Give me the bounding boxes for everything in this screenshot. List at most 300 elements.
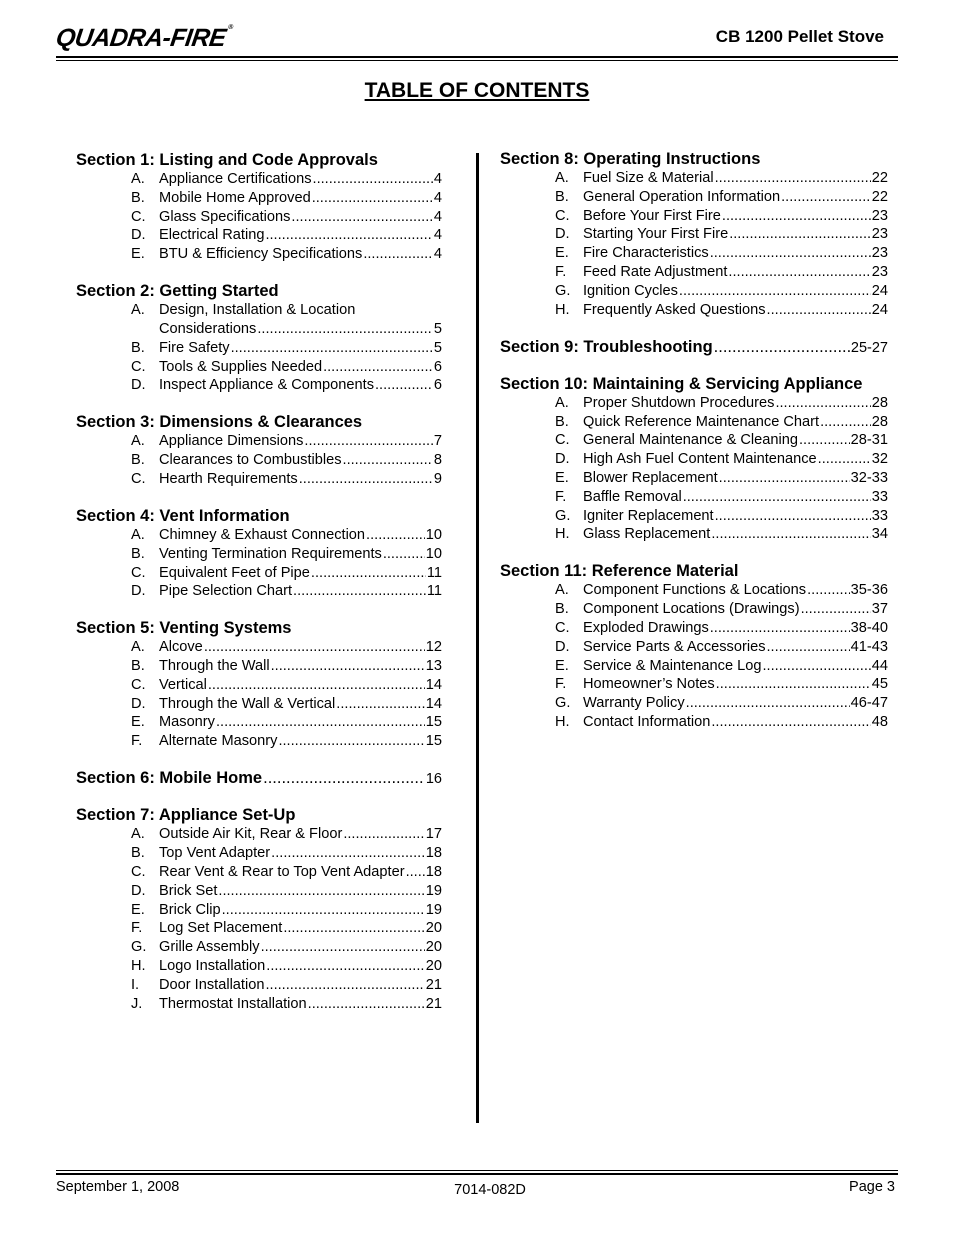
dot-leader [204,638,425,657]
toc-entry[interactable] [555,488,888,507]
entry-page-number: 11 [426,583,442,600]
entry-page-number: 23 [871,263,888,280]
entry-title: Glass Replacement [583,526,711,543]
section-title: Section 3: Dimensions & Clearances [76,413,363,432]
entry-letter: D. [131,583,146,600]
entry-page-number: 28 [871,394,888,411]
entry-letter: F. [131,920,143,937]
dot-leader [208,676,425,695]
entry-title: Appliance Dimensions [159,433,304,450]
dot-leader [343,451,433,470]
entry-page-number: 9 [433,470,442,487]
section-title: Section 4: Vent Information [76,506,290,525]
entry-page-number: 46-47 [850,695,888,712]
toc-entry[interactable] [555,657,888,676]
entry-letter: A. [555,582,569,599]
entry-letter: B. [131,845,145,862]
dot-leader [343,825,424,844]
dot-leader [336,695,424,714]
dot-leader [299,470,433,489]
entry-title: BTU & Efficiency Specifications [159,246,363,263]
toc-entry[interactable] [555,244,888,263]
entry-title: Warranty Policy [583,695,685,712]
dot-leader [807,581,850,600]
entry-letter: A. [131,171,145,187]
toc-section [500,150,888,319]
entry-title: Fuel Size & Material [583,170,714,186]
entry-title: General Operation Information [583,188,781,205]
entry-page-number: 14 [425,676,442,693]
entry-title: Inspect Appliance & Components [159,377,374,394]
entry-page-number: 21 [425,995,442,1012]
entry-letter: B. [555,601,569,618]
entry-letter: C. [131,564,146,581]
toc-entry[interactable] [131,713,442,732]
entry-title: Door Installation [159,976,265,993]
entry-letter: D. [555,451,570,468]
entry-title: Glass Specifications [159,208,291,225]
entry-title: Pipe Selection Chart [159,583,293,600]
entry-title: Considerations [159,320,257,337]
dot-leader [263,769,425,788]
toc-entry[interactable] [131,245,442,264]
entry-letter: H. [555,301,570,318]
entry-title: Clearances to Combustibles [159,452,342,469]
entry-letter: B. [131,658,145,675]
entry-page-number: 38-40 [850,619,888,636]
entry-title: Alcove [159,639,203,656]
page-title: TABLE OF CONTENTS [364,79,590,102]
toc-entry[interactable] [131,189,442,208]
entry-title: Grille Assembly [159,939,260,956]
entry-letter: C. [555,619,570,636]
toc-entry[interactable] [131,226,442,245]
toc-entry[interactable] [131,301,442,320]
document-number: 7014-082D [454,1182,526,1198]
dot-leader [711,713,870,732]
toc-section [500,375,888,544]
entry-letter: C. [555,207,570,224]
toc-entry[interactable] [555,619,888,638]
section-title: Section 10: Maintaining & Servicing Appliance [500,374,863,393]
dot-leader [820,413,871,432]
dot-leader [710,244,871,263]
dot-leader [363,245,433,264]
entry-title: Hearth Requirements [159,470,298,487]
dot-leader [781,188,871,207]
entry-letter: E. [131,714,145,731]
dot-leader [216,713,425,732]
entry-page-number: 24 [871,301,888,318]
entry-letter: B. [131,545,145,562]
entry-title: Alternate Masonry [159,733,278,750]
toc-entry[interactable] [131,208,442,227]
dot-leader [271,844,425,863]
entry-letter: F. [555,263,567,280]
toc-entry[interactable] [131,358,442,377]
header-rule [56,56,898,58]
dot-leader [729,225,871,244]
entry-letter: G. [131,939,147,956]
toc-entry[interactable] [555,713,888,732]
entry-page-number: 18 [425,845,442,862]
section-heading[interactable] [76,619,442,638]
section-heading[interactable] [500,562,888,581]
footer-rule-thin [56,1170,898,1171]
dot-leader [767,638,850,657]
toc-left-column [76,151,442,1032]
entry-page-number: 12 [425,639,442,656]
toc-entry[interactable] [131,695,442,714]
entry-title: Ignition Cycles [583,282,678,299]
entry-page-number: 13 [425,658,442,675]
section-heading[interactable] [500,150,888,169]
entry-page-number: 32 [871,451,888,468]
entry-letter: G. [555,695,571,712]
entry-title: Brick Set [159,882,218,899]
toc-entry[interactable] [555,225,888,244]
entry-letter: H. [131,958,146,975]
entry-title: Outside Air Kit, Rear & Floor [159,826,343,843]
toc-entry[interactable] [555,394,888,413]
brand-logo-text: QUADRA-FIRE [54,24,228,52]
entry-letter: F. [555,488,567,505]
entry-letter: B. [555,413,569,430]
section-heading[interactable] [76,282,442,301]
entry-title: Design, Installation & Location [159,302,356,319]
column-divider [476,153,479,1123]
registered-mark: ® [227,24,234,31]
entry-letter: E. [131,901,145,918]
toc-entry[interactable] [131,863,442,882]
entry-page-number: 10 [425,526,442,543]
entry-page-number: 10 [425,545,442,562]
entry-page-number: 23 [871,207,888,224]
toc-entry[interactable] [131,526,442,545]
entry-letter: C. [131,208,146,225]
dot-leader [308,995,425,1014]
section-title: Section 6: Mobile Home [76,769,263,788]
entry-letter: B. [131,339,145,356]
dot-leader [231,339,433,358]
dot-leader [366,526,425,545]
entry-page-number: 23 [871,226,888,243]
section-title: Section 5: Venting Systems [76,619,292,638]
entry-letter: C. [131,358,146,375]
toc-entry[interactable] [131,732,442,751]
toc-entry[interactable] [131,545,442,564]
toc-entry[interactable] [555,675,888,694]
entry-title: Masonry [159,714,215,731]
dot-leader [714,338,850,357]
dot-leader [313,170,433,189]
section-heading[interactable] [76,507,442,526]
dot-leader [679,282,871,301]
entry-title: Thermostat Installation [159,995,307,1012]
entry-title: Brick Clip [159,901,221,918]
dot-leader [683,488,871,507]
entry-page-number: 6 [433,358,442,375]
toc-entry[interactable] [555,581,888,600]
entry-letter: D. [131,377,146,394]
entry-title: Fire Characteristics [583,245,709,262]
toc-entry[interactable] [555,301,888,320]
dot-leader [406,863,425,882]
toc-entry[interactable] [131,901,442,920]
entry-title: Feed Rate Adjustment [583,263,728,280]
entry-page-number: 4 [433,189,442,206]
toc-entry[interactable] [131,564,442,583]
entry-title: Electrical Rating [159,227,265,244]
dot-leader [266,957,424,976]
entry-letter: D. [131,882,146,899]
dot-leader [715,169,871,188]
entry-page-number: 5 [433,339,442,356]
dot-leader [716,675,871,694]
section-heading[interactable] [76,806,442,825]
entry-page-number: 5 [433,320,442,337]
dot-leader [278,732,424,751]
toc-entry[interactable] [131,882,442,901]
entry-letter: F. [555,676,567,693]
dot-leader [311,564,426,583]
section-heading[interactable] [76,769,442,788]
toc-entry[interactable] [131,638,442,657]
entry-title: Proper Shutdown Procedures [583,394,775,411]
toc-entry[interactable] [555,263,888,282]
toc-entry[interactable] [555,600,888,619]
section-title: Section 9: Troubleshooting [500,337,713,356]
entry-title: Appliance Certifications [159,171,312,187]
entry-letter: A. [131,639,145,656]
toc-section [76,413,442,488]
section-heading[interactable] [76,413,442,432]
section-title: Section 11: Reference Material [500,562,739,581]
toc-entry[interactable] [131,657,442,676]
toc-right-column [500,150,888,750]
dot-leader [261,938,425,957]
section-heading[interactable] [500,338,888,357]
entry-page-number: 37 [871,601,888,618]
toc-entry[interactable] [131,451,442,470]
toc-entry[interactable] [555,450,888,469]
entry-title: Through the Wall & Vertical [159,695,336,712]
entry-letter: I. [131,976,140,993]
toc-entry[interactable] [555,413,888,432]
dot-leader [719,469,850,488]
dot-leader [257,320,433,339]
toc-entry[interactable] [555,169,888,188]
toc-entry[interactable] [555,469,888,488]
entry-title: Equivalent Feet of Pipe [159,564,310,581]
entry-page-number: 11 [426,564,442,581]
entry-title: Venting Termination Requirements [159,545,382,562]
entry-page-number: 28 [871,413,888,430]
toc-entry[interactable] [131,582,442,601]
entry-title: Baffle Removal [583,488,682,505]
entry-title: Mobile Home Approved [159,189,311,206]
entry-page-number: 19 [425,901,442,918]
entry-page-number: 22 [871,170,888,186]
dot-leader [711,525,870,544]
entry-letter: H. [555,713,570,730]
dot-leader [265,976,424,995]
dot-leader [728,263,870,282]
toc-entry[interactable] [131,470,442,489]
entry-page-number: 32-33 [850,469,888,486]
toc-entry[interactable] [555,207,888,226]
toc-entry[interactable] [555,507,888,526]
brand-logo [54,24,233,53]
entry-title: Top Vent Adapter [159,845,271,862]
entry-letter: G. [555,282,571,299]
entry-title: Contact Information [583,713,711,730]
entry-letter: A. [131,433,145,450]
entry-title: Component Locations (Drawings) [583,601,800,618]
entry-title: Starting Your First Fire [583,226,729,243]
entry-page-number: 23 [871,245,888,262]
toc-entry[interactable] [131,676,442,695]
toc-entry[interactable] [131,995,442,1014]
toc-entry[interactable] [131,919,442,938]
entry-letter: A. [555,170,569,186]
toc-entry[interactable] [555,638,888,657]
entry-letter: A. [555,394,569,411]
toc-entry[interactable] [131,320,442,339]
dot-leader [312,189,433,208]
section-heading[interactable] [500,375,888,394]
entry-title: High Ash Fuel Content Maintenance [583,451,817,468]
dot-leader [686,694,850,713]
entry-page-number: 17 [425,826,442,843]
dot-leader [818,450,871,469]
toc-entry[interactable] [131,825,442,844]
entry-title: Tools & Supplies Needed [159,358,323,375]
section-heading[interactable] [76,151,442,170]
section-title: Section 7: Appliance Set-Up [76,806,296,825]
toc-entry[interactable] [131,976,442,995]
page-number: Page 3 [849,1179,895,1195]
entry-page-number: 28-31 [850,432,888,449]
entry-letter: H. [555,526,570,543]
product-name: CB 1200 Pellet Stove [715,27,884,46]
entry-title: Before Your First Fire [583,207,721,224]
entry-page-number: 19 [425,882,442,899]
entry-title: Through the Wall [159,658,270,675]
entry-letter: D. [555,226,570,243]
entry-title: Quick Reference Maintenance Chart [583,413,820,430]
entry-title: Blower Replacement [583,469,718,486]
entry-page-number: 48 [871,713,888,730]
toc-section [76,507,442,601]
toc-entry[interactable] [555,431,888,450]
dot-leader [801,600,871,619]
entry-page-number: 15 [425,714,442,731]
entry-title: Homeowner’s Notes [583,676,715,693]
toc-entry[interactable] [555,694,888,713]
toc-section [76,619,442,751]
toc-entry[interactable] [131,957,442,976]
entry-letter: A. [131,826,145,843]
section-page-number: 25-27 [850,339,888,356]
dot-leader [710,619,850,638]
entry-page-number: 21 [425,976,442,993]
dot-leader [762,657,870,676]
entry-letter: E. [555,245,569,262]
section-title: Section 1: Listing and Code Approvals [76,151,378,169]
entry-title: Service & Maintenance Log [583,657,762,674]
section-title: Section 2: Getting Started [76,282,279,301]
entry-letter: E. [131,246,145,263]
entry-letter: B. [131,452,145,469]
entry-page-number: 20 [425,920,442,937]
entry-title: Frequently Asked Questions [583,301,766,318]
footer-rule [56,1173,898,1175]
entry-page-number: 33 [871,507,888,524]
dot-leader [222,901,425,920]
entry-title: Service Parts & Accessories [583,638,766,655]
toc-entry[interactable] [131,376,442,395]
dot-leader [291,208,432,227]
entry-page-number: 33 [871,488,888,505]
toc-entry[interactable] [555,525,888,544]
toc-entry[interactable] [131,938,442,957]
toc-entry[interactable] [131,432,442,451]
entry-letter: E. [555,469,569,486]
section-title: Section 8: Operating Instructions [500,150,761,168]
entry-letter: J. [131,995,143,1012]
toc-entry[interactable] [131,339,442,358]
entry-page-number: 41-43 [850,638,888,655]
entry-page-number: 8 [433,452,442,469]
entry-letter: D. [131,227,146,244]
entry-page-number: 34 [871,526,888,543]
header-rule-thin [56,60,898,61]
toc-entry[interactable] [555,188,888,207]
dot-leader [383,545,425,564]
toc-section [76,151,442,264]
dot-leader [799,431,850,450]
entry-page-number: 4 [433,227,442,244]
entry-title: Igniter Replacement [583,507,714,524]
entry-page-number: 4 [433,208,442,225]
entry-page-number: 35-36 [850,582,888,599]
entry-page-number: 18 [425,864,442,881]
dot-leader [775,394,870,413]
entry-title: Component Functions & Locations [583,582,807,599]
entry-page-number: 14 [425,695,442,712]
entry-title: Chimney & Exhaust Connection [159,526,366,543]
toc-entry[interactable] [131,844,442,863]
entry-page-number: 22 [871,188,888,205]
entry-letter: A. [131,526,145,543]
entry-letter: C. [131,676,146,693]
toc-entry[interactable] [555,282,888,301]
toc-section [76,282,442,395]
dot-leader [218,882,424,901]
section-page-number: 16 [425,771,442,788]
entry-page-number: 4 [433,246,442,263]
toc-section [500,562,888,731]
dot-leader [767,301,871,320]
entry-letter: A. [131,302,145,319]
dot-leader [323,358,433,377]
toc-entry[interactable] [131,170,442,189]
dot-leader [265,226,432,245]
entry-title: Exploded Drawings [583,619,709,636]
dot-leader [293,582,426,601]
entry-title: Fire Safety [159,339,230,356]
